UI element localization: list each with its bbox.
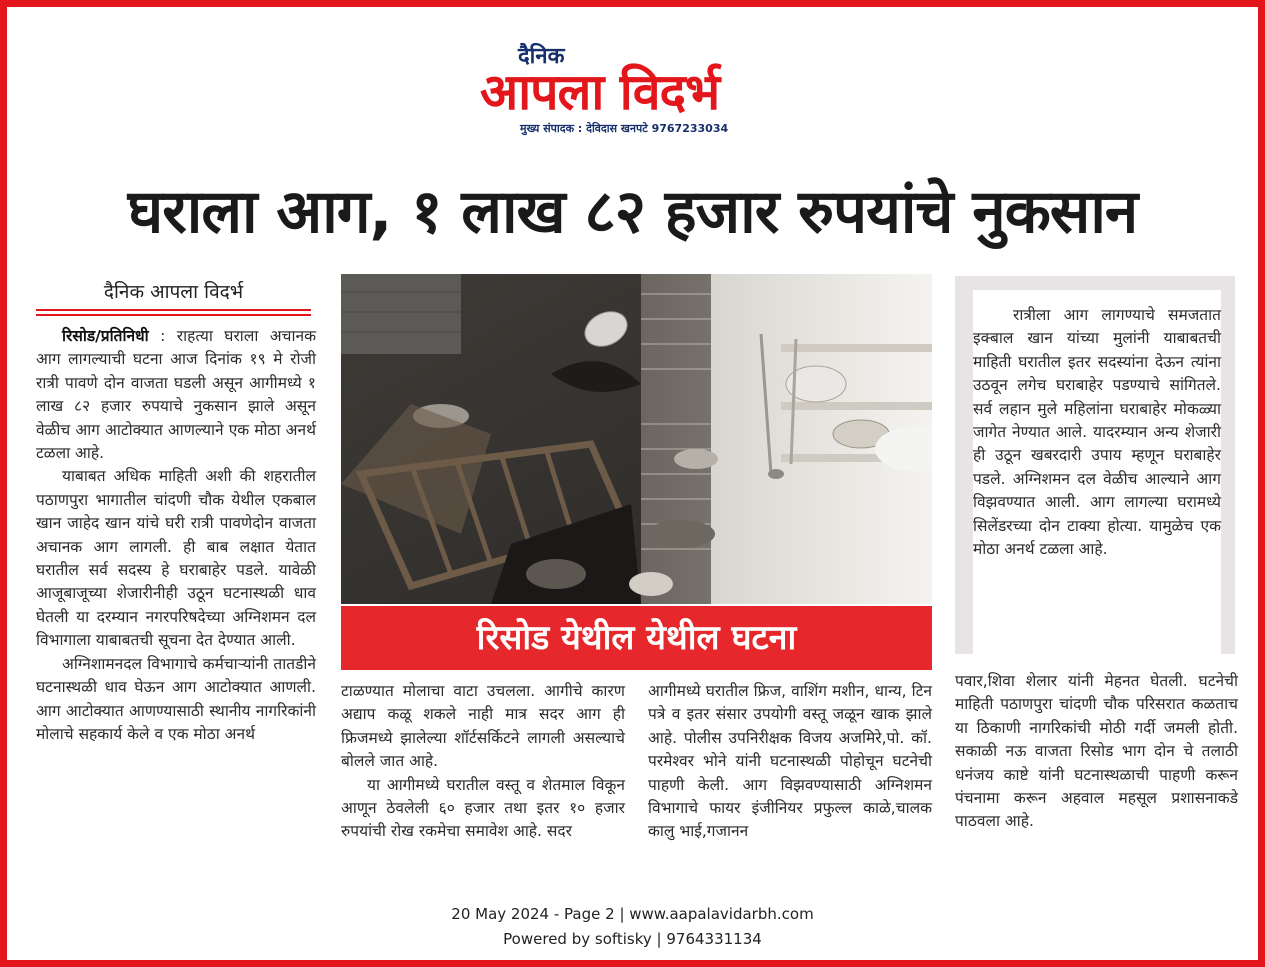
column-2-paragraph-2: या आगीमध्ये घरातील वस्तू व शेतमाल विकून आणून ठेवलेली ६० हजार तथा इतर १० हजार रुपयांची रोख रकमेचा समावेश आहे. सदर [341,775,625,841]
footer-date-url: 20 May 2024 - Page 2 | www.aapalavidarbh.com [451,905,814,923]
column-1-paragraph-2: याबाबत अधिक माहिती अशी की शहरातील पठाणपुरा भागातील चांदणी चौक येथील एकबाल खान जाहेद खान यांचे घरी रात्री पावणेदोन वाजता अचानक आग लागली. ही बाब लक्षात येतात घरातील सर्व सदस्य हे घराबाहेर पडले. यावेळी आजूबाजूच्या शेजारीनीही उठून घटनास्थळी धाव घेतली या दरम्यान नगरपरिषदेच्या अग्निशमन दल विभागाला याबाबतची सूचना देत देण्यात आली. [36,467,316,650]
column-3-paragraph-1: आगीमध्ये घरातील फ्रिज, वाशिंग मशीन, धान्य, टिन पत्रे व इतर संसार उपयोगी वस्तू जळून खाक झाले आहे. पोलीस उपनिरीक्षक विजय अजमिरे,पो. कॉ. परमेश्वर भोने यांनी घटनास्थळी पोहोचून घटनेची पाहणी केली. आग विझवण्यासाठी अग्निशमन विभागाचे फायर इंजीनियर प्रफुल्ल काळे,चालक कालु भाई,गजानन [648,682,932,841]
fire-damage-photo [341,274,932,604]
footer-powered-by: Powered by softisky | 9764331134 [503,930,762,948]
sidebar-text-wrap [973,290,1221,561]
sidebar-box [955,276,1235,654]
column-4-paragraph-1: पवार,शिवा शेलार यांनी मेहनत घेतली. घटनेची माहिती पठाणपुरा चांदणी चौक परिसरात कळताच या ठिकाणी नागरिकांची मोठी गर्दी जमली होती. सकाळी नऊ वाजता रिसोड भाग दोन चे तलाठी धनंजय काष्टे यांनी घटनास्थळाची पाहणी करून पंचनामा करून अहवाल महसूल प्रशासनाकडे पाठवला आहे. [955,672,1238,831]
article-column-1 [36,325,316,746]
byline: दैनिक आपला विदर्भ [103,281,244,303]
photo-caption-banner: रिसोड येथील येथील घटना [341,606,932,670]
masthead-editor: मुख्य संपादक : देविदास खनपटे 9767233034 [520,122,729,135]
sidebar-paragraph: रात्रीला आग लागण्याचे समजतात इक्बाल खान यांच्या मुलांनी याबाबतची माहिती घरातील इतर सदस्यांना देऊन त्यांना उठवून लगेच घराबाहेर पडण्याचे सांगितले. सर्व लहान मुले महिलांना घराबाहेर मोकळ्या जागेत नेण्यात आले. यादरम्यान अन्य शेजारी ही उठून खबरदारी उपाय म्हणून घराबाहेर पडले. अग्निशमन दल वेळीच आल्याने आग विझवण्यात आली. आग लागल्या घरामध्ये सिलेंडरच्या दोन टाक्या होत्या. यामुळेच एक मोठा अनर्थ टळला आहे. [973,306,1221,559]
byline-rule-top [36,309,311,311]
article-column-4 [955,670,1238,834]
byline-rule-bottom [36,314,311,316]
column-1-paragraph-1: : राहत्या घराला अचानक आग लागल्याची घटना आज दिनांक १९ मे रोजी रात्री पावणे दोन वाजता घडली असून आगीमध्ये १ लाख ८२ हजार रुपयाचे नुकसान झाले असून वेळीच आग आटोक्यात आणल्याने एक मोठा अनर्थ टळला आहे. [36,327,316,463]
column-2-paragraph-1: टाळण्यात मोलाचा वाटा उचलला. आगीचे कारण अद्याप कळू शकले नाही मात्र सदर आग ही फ्रिजमध्ये झालेल्या शॉर्टसर्किटने लागली असल्याचे बोलले जात आहे. [341,682,625,771]
masthead-logo [470,40,800,140]
article-column-2 [341,680,625,844]
masthead-small-title: दैनिक [518,44,565,69]
masthead-title: आपला विदर्भ [480,63,720,121]
article-headline: घराला आग, १ लाख ८२ हजार रुपयांचे नुकसान [127,177,1138,247]
dateline: रिसोड/प्रतिनिधी [62,327,149,345]
column-1-paragraph-3: अग्निशामनदल विभागाचे कर्मचाऱ्यांनी तातडीने घटनास्थळी धाव घेऊन आग आटोक्यात आणली. आग आटोक्यात आणण्यासाठी स्थानीय नागरिकांनी मोलाचे सहकार्य केले व एक मोठा अनर्थ [36,654,316,743]
article-column-3 [648,680,932,844]
